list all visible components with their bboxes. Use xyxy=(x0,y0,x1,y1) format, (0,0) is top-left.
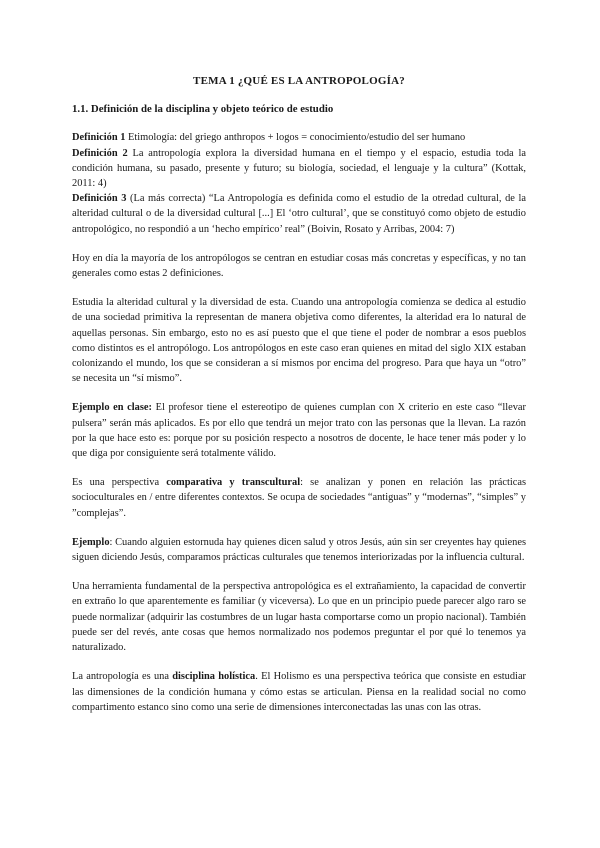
holistic-after: . El Holismo es una perspectiva teórica que consiste en estudiar las dimensiones de la condición humana y cómo estas se articulan. Piensa en la realidad social no como compartimento estanco sino como una serie de dimensiones interconectadas las unas con las otras. xyxy=(72,671,527,713)
paragraph-comparative xyxy=(72,475,526,521)
holistic-bold: disciplina holística xyxy=(172,671,256,683)
class-example-text: El profesor tiene el estereotipo de quienes cumplan con X criterio en este caso “llevar pulsera” serán más aplicados. Es por ello que tendrá un mejor trato con las personas que la llevan. La razón por la que hace esto es: porque por su posición respecto a nosotros de docente, le hace tener más poder y lo que diga por consiguiente será totalmente válido. xyxy=(72,402,526,460)
holistic-before: La antropología es una xyxy=(72,671,173,683)
definition-3-text: (La más correcta) “La Antropología es definida como el estudio de la otredad cultural, de la alteridad cultural o de la diversidad cultural [...] El ‘otro cultural’, que se constituyó como objeto de estudio antropológico, no respondió a un ‘hecho empírico’ real” (Boivin, Rosato y Arribas, 2004: 7) xyxy=(72,193,526,235)
paragraph-sneeze-example xyxy=(72,535,526,565)
sneeze-example-label: Ejemplo xyxy=(72,536,110,548)
definition-3-label: Definición 3 xyxy=(72,193,127,205)
paragraph-alterity: Estudia la alteridad cultural y la diversidad de esta. Cuando una antropología comienza se dedica al estudio de una sociedad primitiva la representan de manera objetiva como diferentes, la alteridad era lo natural de aquellas personas. Sin embargo, esto no es así puesto que el que tiene el poder de nombrar a esos pueblos como distintos es el antropólogo. Los antropólogos en este caso eran quienes en mitad del siglo XIX estaban colonizando el mundo, los que se consideran a sí mismos por encima del progreso. Para que haya un “otro” se necesita un “sí mismo”. xyxy=(72,297,526,385)
class-example-label: Ejemplo en clase: xyxy=(72,402,152,414)
definition-3 xyxy=(72,191,526,237)
definition-1 xyxy=(72,130,526,145)
paragraph-estrangement: Una herramienta fundamental de la perspectiva antropológica es el extrañamiento, la capacidad de convertir en extraño lo que aparentemente es familiar (y viceversa). Lo que en un principio puede parecer algo raro se puede normalizar (adquirir las costumbres de un lugar hasta comportarse como un propio nacional). También puede ser del revés, ante cosas que hemos normalizado nos podemos preguntar el por qué lo tenemos ya naturalizado. xyxy=(72,581,526,654)
definition-2-label: Definición 2 xyxy=(72,147,128,159)
definition-2-text: La antropología explora la diversidad humana en el tiempo y el espacio, estudia toda la condición humana, su pasado, presente y futuro; su biología, sociedad, el lenguaje y la cultura” (Kottak, 2011: 4) xyxy=(72,147,526,190)
section-heading: 1.1. Definición de la disciplina y objeto teórico de estudio xyxy=(72,103,334,116)
definition-1-text: Etimología: del griego anthropos + logos = conocimiento/estudio del ser humano xyxy=(125,132,466,144)
paragraph-holistic xyxy=(72,669,526,715)
paragraph-class-example xyxy=(72,400,526,461)
comparative-bold: comparativa y transcultural xyxy=(166,477,301,489)
sneeze-example-text: : Cuando alguien estornuda hay quienes dicen salud y otros Jesús, aún sin ser creyentes hay quienes siguen diciendo Jesús, comparamos prácticas culturales que tenemos interiorizadas por la influencia cultural. xyxy=(72,536,526,564)
comparative-before: Es una perspectiva xyxy=(72,477,167,489)
definition-2 xyxy=(72,146,526,192)
document-title: TEMA 1 ¿QUÉ ES LA ANTROPOLOGÍA? xyxy=(193,75,405,87)
paragraph-current-focus: Hoy en día la mayoría de los antropólogos se centran en estudiar cosas más concretas y específicas, y no tan generales como estas 2 definiciones. xyxy=(72,252,526,280)
comparative-after: : se analizan y ponen en relación las prácticas socioculturales en / entre diferentes contextos. Se ocupa de sociedades “antiguas” y “modernas”, “simples” y ”complejas”. xyxy=(72,477,526,519)
definition-1-label: Definición 1 xyxy=(72,132,126,144)
definitions-block xyxy=(72,130,526,236)
